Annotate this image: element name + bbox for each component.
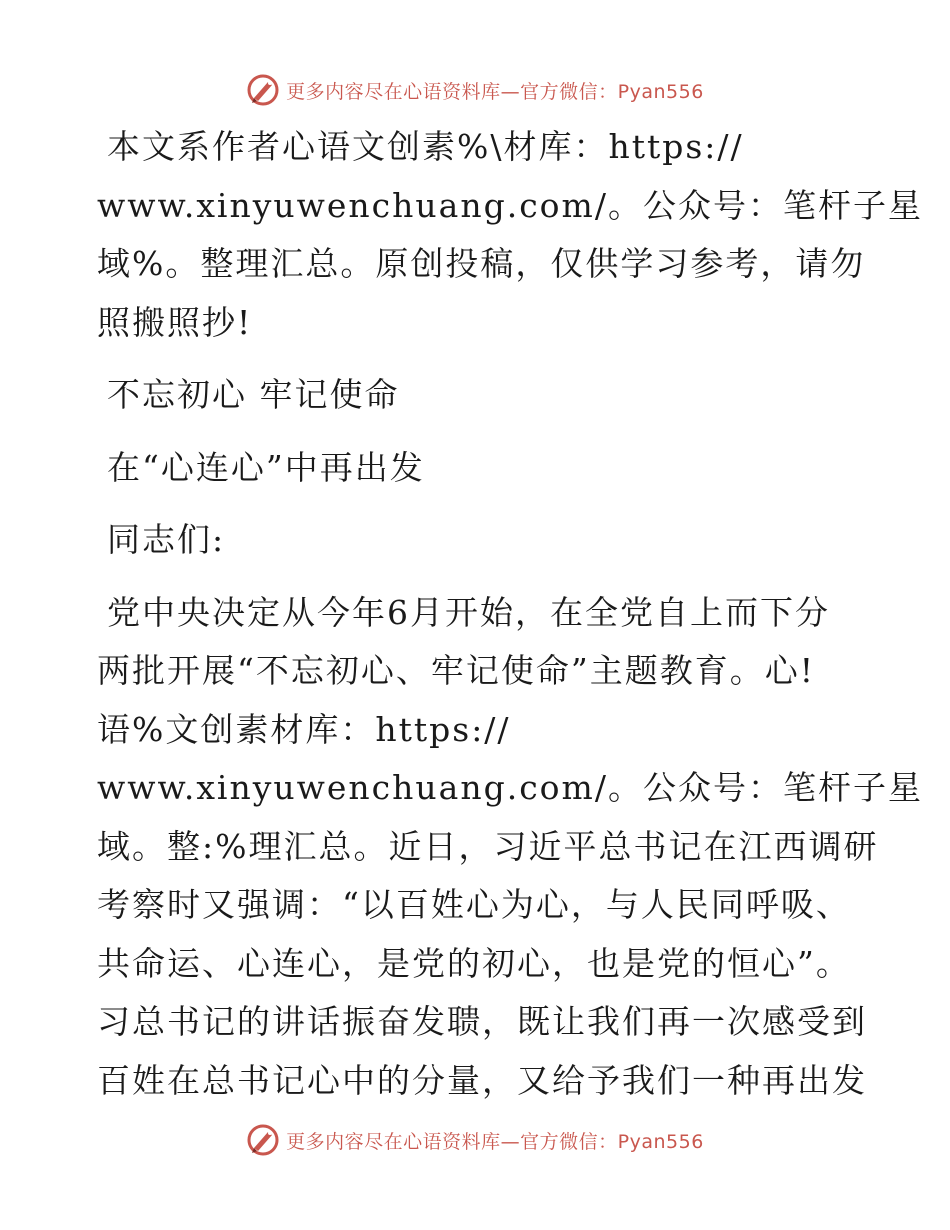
paragraph-line-1: 党中央决定从今年6月开始，在全党自上而下分 [107,592,830,632]
salutation: 同志们: [107,520,226,559]
footer-banner [0,1120,950,1160]
document-title: 不忘初心 牢记使命 [107,375,400,414]
intro-line-1: 本文系作者心语文创素%\材库：https:// [107,127,744,166]
intro-line-3: 域%。整理汇总。原创投稿，仅供学习参考，请勿 [97,244,866,283]
paragraph-line-7: 共命运、心连心，是党的初心，也是党的恒心”。 [97,943,851,983]
paragraph-line-8: 习总书记的讲话振奋发聩，既让我们再一次感受到 [97,1002,867,1041]
document-body [97,118,923,1110]
pen-logo-icon [246,1123,280,1157]
paragraph-line-4: www.xinyuwenchuang.com/。公众号：笔杆子星 [97,768,923,807]
footer-banner-text: 更多内容尽在心语资料库—官方微信：Pyan556 [286,1130,704,1153]
paragraph-line-3: 语%文创素材库：https:// [97,709,511,749]
pen-logo-icon [246,73,280,107]
header-banner-inner [246,73,704,107]
header-banner-text: 更多内容尽在心语资料库—官方微信：Pyan556 [286,80,704,103]
paragraph-line-6: 考察时又强调：“以百姓心为心，与人民同呼吸、 [97,885,851,924]
footer-banner-inner [246,1123,704,1157]
paragraph-line-9: 百姓在总书记心中的分量，又给予我们一种再出发 [97,1060,867,1100]
paragraph-line-5: 域。整:%理汇总。近日，习近平总书记在江西调研 [97,826,879,866]
paragraph-line-2: 两批开展“不忘初心、牢记使命”主题教育。心! [97,651,816,690]
document-subtitle: 在“心连心”中再出发 [107,447,425,487]
header-banner [0,70,950,110]
intro-line-2: www.xinyuwenchuang.com/。公众号：笔杆子星 [97,185,923,225]
intro-line-4: 照搬照抄! [97,302,253,342]
